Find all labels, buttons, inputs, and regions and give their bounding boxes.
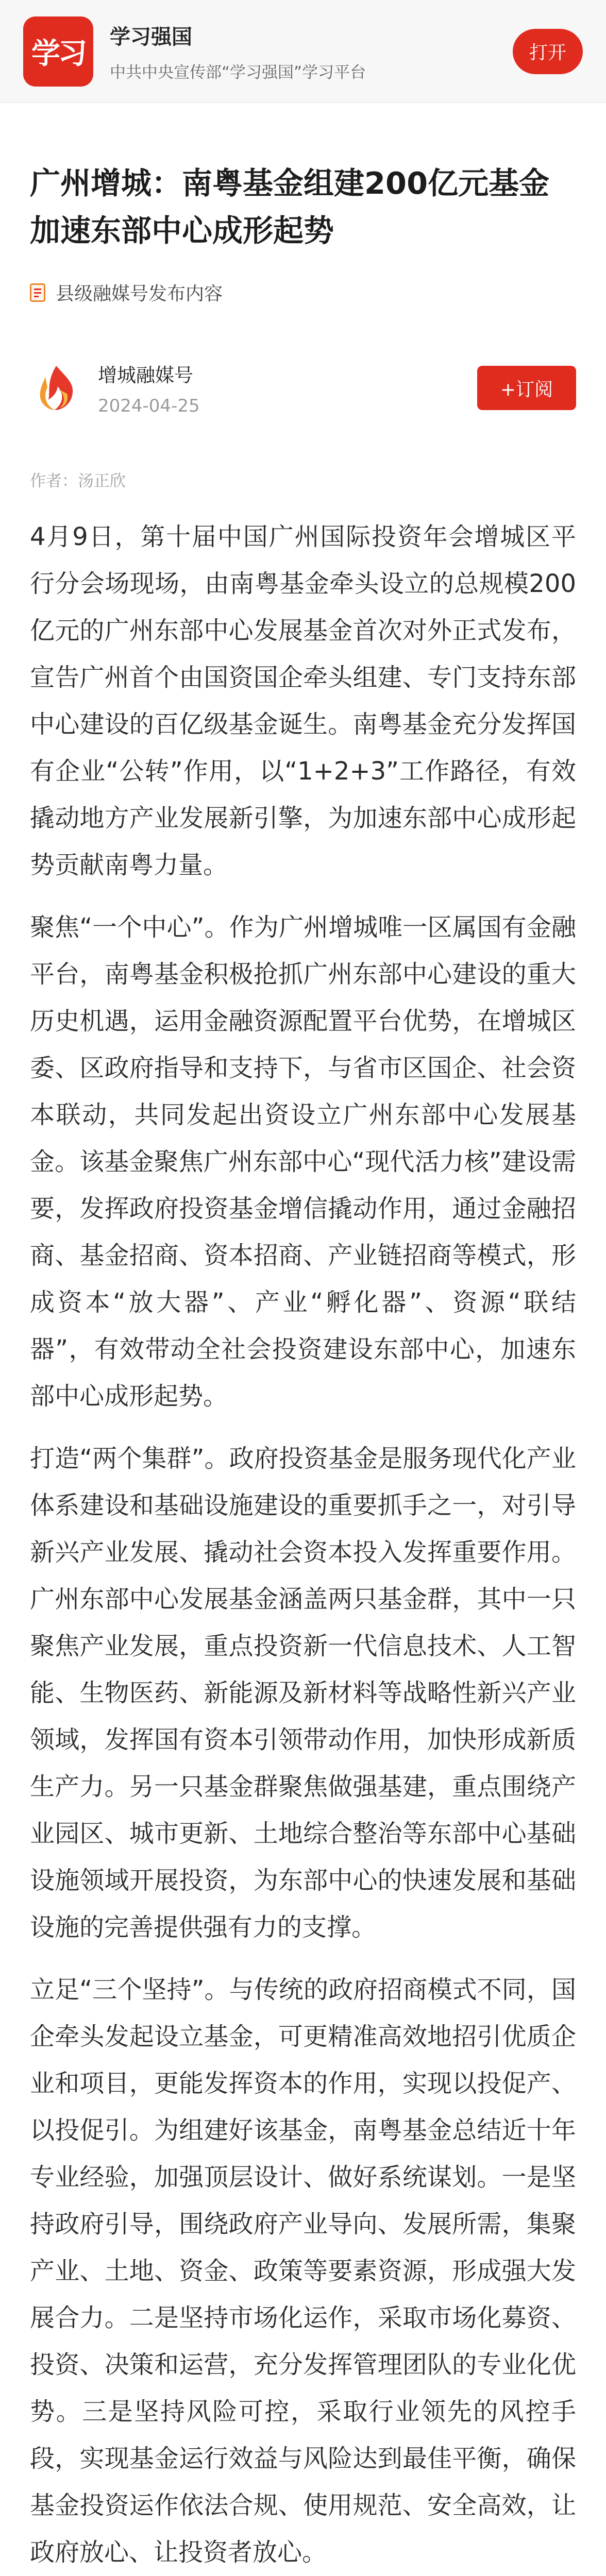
app-name: 学习强国 bbox=[110, 25, 192, 49]
publish-date: 2024-04-25 bbox=[98, 396, 200, 416]
app-description: 中共中央宣传部“学习强国”学习平台 bbox=[110, 63, 366, 82]
article bbox=[0, 160, 606, 2576]
app-info bbox=[110, 21, 513, 82]
publisher-card[interactable] bbox=[30, 360, 576, 416]
publisher-info bbox=[98, 360, 477, 416]
flame-logo-icon bbox=[30, 362, 82, 414]
app-logo bbox=[23, 16, 93, 87]
paragraph: 聚焦“一个中心”。作为广州增城唯一区属国有金融平台，南粤基金积极抢抓广州东部中心建设的重大历史机遇，运用金融资源配置平台优势，在增城区委、区政府指导和支持下，与省市区国企、社会资本联动，共同发起出资设立广州东部中心发展基金。该基金聚焦广州东部中心“现代活力核”建设需要，发挥政府投资基金增信撬动作用，通过金融招商、基金招商、资本招商、产业链招商等模式，形成资本“放大器”、产业“孵化器”、资源“联结器”，有效带动全社会投资建设东部中心，加速东部中心成形起势。 bbox=[30, 913, 576, 1411]
publisher-avatar[interactable] bbox=[30, 362, 82, 414]
article-body bbox=[30, 514, 576, 2576]
paragraph: 打造“两个集群”。政府投资基金是服务现代化产业体系建设和基础设施建设的重要抓手之一，对引导新兴产业发展、撬动社会资本投入发挥重要作用。广州东部中心发展基金涵盖两只基金群，其中一只聚焦产业发展，重点投资新一代信息技术、人工智能、生物医药、新能源及新材料等战略性新兴产业领域，发挥国有资本引领带动作用，加快形成新质生产力。另一只基金群聚焦做强基建，重点围绕产业园区、城市更新、土地综合整治等东部中心基础设施领域开展投资，为东部中心的快速发展和基础设施的完善提供强有力的支撑。 bbox=[30, 1444, 576, 1942]
subscribe-button[interactable]: +订阅 bbox=[477, 366, 576, 410]
publisher-name: 增城融媒号 bbox=[98, 364, 193, 386]
author-line: 作者：汤正欣 bbox=[30, 472, 126, 490]
app-logo-text: 学习 bbox=[31, 36, 85, 71]
paragraph: 4月9日，第十届中国广州国际投资年会增城区平行分会场现场，由南粤基金牵头设立的总规模200亿元的广州东部中心发展基金首次对外正式发布，宣告广州首个由国资国企牵头组建、专门支持东部中心建设的百亿级基金诞生。南粤基金充分发挥国有企业“公转”作用，以“1+2+3”工作路径，有效撬动地方产业发展新引擎，为加速东部中心成形起势贡献南粤力量。 bbox=[30, 522, 576, 879]
open-app-button[interactable]: 打开 bbox=[513, 29, 583, 74]
source-line bbox=[30, 279, 576, 306]
app-banner bbox=[0, 0, 606, 103]
article-title: 广州增城：南粤基金组建200亿元基金 加速东部中心成形起势 bbox=[30, 165, 550, 248]
paragraph: 立足“三个坚持”。与传统的政府招商模式不同，国企牵头发起设立基金，可更精准高效地招引优质企业和项目，更能发挥资本的作用，实现以投促产、以投促引。为组建好该基金，南粤基金总结近十年专业经验，加强顶层设计、做好系统谋划。一是坚持政府引导，围绕政府产业导向、发展所需，集聚产业、土地、资金、政策等要素资源，形成强大发展合力。二是坚持市场化运作，采取市场化募资、投资、决策和运营，充分发挥管理团队的专业化优势。三是坚持风险可控，采取行业领先的风控手段，实现基金运行效益与风险达到最佳平衡，确保基金投资运作依法合规、使用规范、安全高效，让政府放心、让投资者放心。 bbox=[30, 1975, 576, 2567]
source-label: 县级融媒号发布内容 bbox=[56, 283, 223, 304]
document-icon bbox=[30, 283, 45, 302]
